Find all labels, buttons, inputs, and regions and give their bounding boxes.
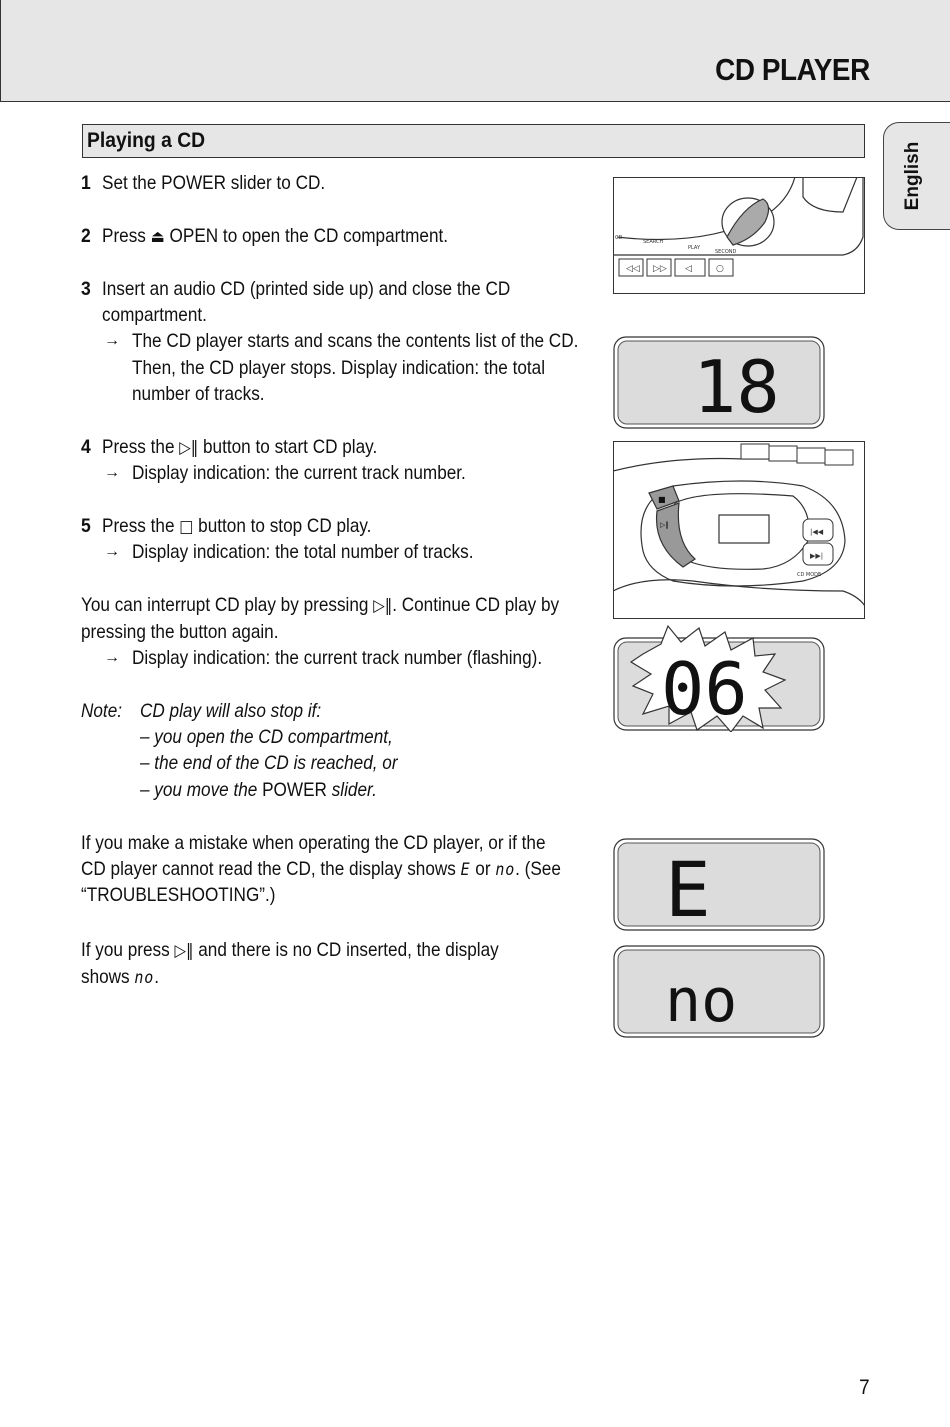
result-text: The CD player starts and scans the contents list of the CD. [132,330,579,352]
stop-icon: ■ [658,495,666,504]
step-number: 5 [81,515,91,537]
fast-forward-icon: ▷▷ [653,264,667,274]
step-text: Press ⏏ OPEN to open the CD compartment. [102,225,449,247]
cd-player-controls-illustration [613,441,865,619]
segment-no-glyph: no [495,860,516,880]
step-number: 2 [81,225,91,247]
note-text: – the end of the CD is reached, or [140,752,398,774]
stop-icon: □ [179,517,194,537]
result-text: Then, the CD player stops. Display indication: the total [132,357,546,379]
device-label: SECOND [715,249,737,255]
step-text: Set the POWER slider to CD. [102,172,326,194]
note-text: – you open the CD compartment, [140,726,393,748]
play-pause-icon: ▷‖ [373,596,393,616]
step-text: Insert an audio CD (printed side up) and close the CD [102,278,511,300]
device-label: SEARCH [643,239,664,245]
play-pause-icon: ▷‖ [179,438,199,458]
play-pause-icon: ▷‖ [174,941,194,961]
result-text: Display indication: the total number of tracks. [132,541,474,563]
note-label: Note: [81,700,123,722]
previous-track-icon: |◀◀ [810,528,824,536]
note-text: CD play will also stop if: [140,700,322,722]
body-text: “TROUBLESHOOTING”.) [81,884,276,906]
segment-e-glyph: E [460,860,471,880]
lcd-digits: no [665,966,738,1036]
segment-no-glyph: no [134,968,155,988]
body-text: You can interrupt CD play by pressing ▷‖. Continue CD play by [81,594,560,616]
device-label: CD MODE [797,572,822,578]
result-text: number of tracks. [132,383,265,405]
lcd-digits: E [665,845,711,931]
svg-text:CD: CD [615,235,623,241]
section-title: Playing a CD [87,129,206,152]
play-pause-icon: ▷‖ [660,521,669,529]
body-text: pressing the button again. [81,621,279,643]
page-title: CD PLAYER [715,52,870,87]
device-label: PLAY [688,245,701,251]
play-icon: ◁ [685,264,692,274]
result-text: Display indication: the current track number. [132,462,466,484]
step-number: 4 [81,436,91,458]
lcd-digits: 18 [693,345,780,429]
lcd-digits: 06 [661,647,748,731]
body-text: CD player cannot read the CD, the display shows E or no. (See [81,858,561,880]
language-tab-label: English [902,141,923,211]
body-text: If you press ▷‖ and there is no CD inserted, the display [81,939,499,961]
next-track-icon: ▶▶| [810,552,824,560]
lcd-display-error [613,838,825,931]
step-text: Press the ▷‖ button to start CD play. [102,436,378,458]
cd-lid-illustration [613,177,865,294]
eject-icon: ⏏ [150,227,165,247]
result-arrow-icon: → [104,649,120,666]
section-heading-bar [82,124,865,158]
note-text: – you move the POWER slider. [140,779,377,801]
lcd-display-no-disc [613,945,825,1038]
body-text: If you make a mistake when operating the CD player, or if the [81,832,546,854]
body-text: shows no. [81,966,159,988]
step-text: compartment. [102,304,207,326]
record-icon: ○ [716,264,724,274]
result-text: Display indication: the current track number (flashing). [132,647,543,669]
step-number: 1 [81,172,91,194]
result-arrow-icon: → [104,543,120,560]
step-text: Press the □ button to stop CD play. [102,515,372,537]
step-number: 3 [81,278,91,300]
rewind-icon: ◁◁ [626,264,640,274]
lcd-display-total-tracks [613,336,825,429]
result-arrow-icon: → [104,332,120,349]
result-arrow-icon: → [104,464,120,481]
lcd-display-flashing-track [613,624,825,732]
page-number: 7 [859,1376,870,1399]
